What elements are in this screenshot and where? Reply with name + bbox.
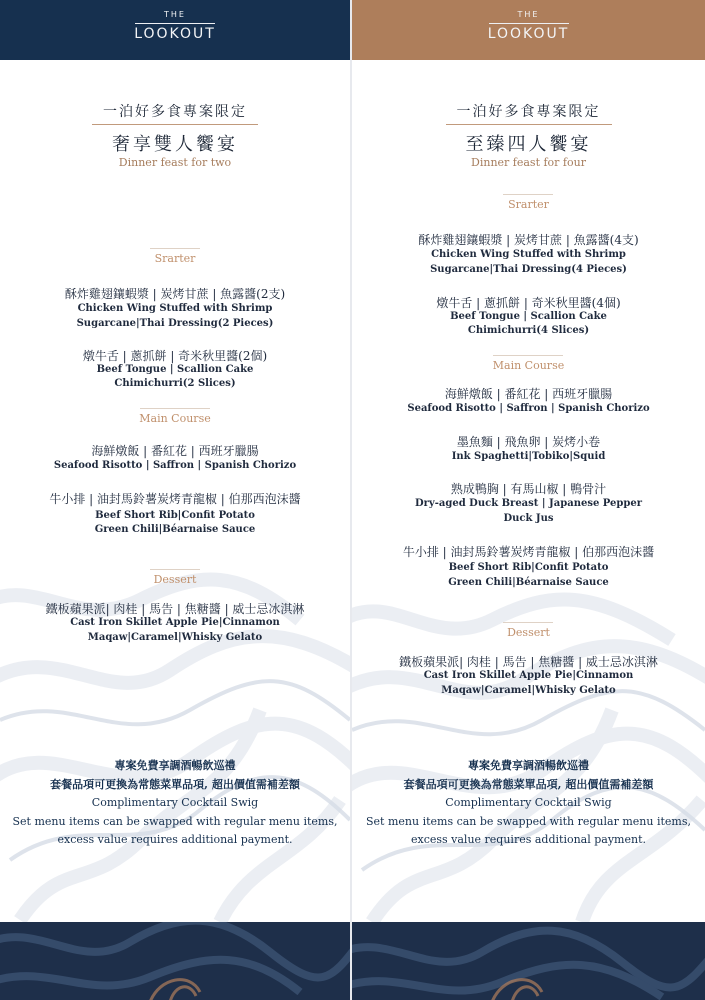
promo-subtitle: 一泊好多食專案限定 <box>103 104 247 120</box>
brand-header <box>0 0 350 60</box>
menu-title-en: Dinner feast for two <box>118 156 232 169</box>
section-main-course: Main Course <box>139 412 211 425</box>
dish-name-en: Maqaw|Caramel|Whisky Gelato <box>441 685 616 696</box>
dish-name-zh: 熟成鴨胸 | 有馬山椒 | 鴨骨汁 <box>450 482 607 496</box>
dish-name-en: Chicken Wing Stuffed with Shrimp <box>77 303 273 314</box>
dish-name-zh: 燉牛舌 | 蔥抓餅 | 奇米秋里醬(4個) <box>436 296 621 310</box>
promo-note-en: Complimentary Cocktail Swig <box>91 796 259 809</box>
section-divider <box>503 622 553 623</box>
brand-divider <box>489 23 569 24</box>
menu-panel-two <box>0 0 350 1000</box>
dish-name-zh: 鐵板蘋果派| 肉桂 | 馬告 | 焦糖醬 | 威士忌冰淇淋 <box>399 655 658 669</box>
promo-note-en: excess value requires additional payment. <box>57 833 293 846</box>
promo-note-zh: 專案免費享調酒暢飲巡禮 <box>468 759 589 772</box>
title-divider <box>446 124 612 125</box>
brand-prefix: THE <box>164 10 186 19</box>
dish-name-zh: 燉牛舌 | 蔥抓餅 | 奇米秋里醬(2個) <box>82 349 268 363</box>
brand-header <box>352 0 705 60</box>
brand-prefix: THE <box>517 10 540 19</box>
section-divider <box>140 408 210 409</box>
dish-name-en: Beef Tongue | Scallion Cake <box>96 364 254 375</box>
dish-name-en: Cast Iron Skillet Apple Pie|Cinnamon <box>423 670 634 681</box>
dish-name-en: Chimichurri(2 Slices) <box>114 378 236 389</box>
dish-name-zh: 海鮮燉飯 | 番紅花 | 西班牙臘腸 <box>444 387 613 401</box>
menu-title-en: Dinner feast for four <box>471 156 586 169</box>
brand-divider <box>135 23 215 24</box>
dish-name-zh: 酥炸雞翅鑲蝦漿 | 炭烤甘蔗 | 魚露醬(4支) <box>418 233 639 247</box>
menu-panel-four <box>352 0 705 1000</box>
section-divider <box>150 569 200 570</box>
dish-name-en: Maqaw|Caramel|Whisky Gelato <box>87 632 263 643</box>
dish-name-en: Ink Spaghetti|Tobiko|Squid <box>451 451 606 462</box>
promo-note-en: Set menu items can be swapped with regular menu items, <box>366 815 691 828</box>
section-divider <box>150 248 200 249</box>
section-starter: Srarter <box>508 198 549 211</box>
dish-name-zh: 海鮮燉飯 | 番紅花 | 西班牙臘腸 <box>91 444 259 458</box>
footer-marble-pattern <box>352 922 705 1000</box>
promo-note-en: excess value requires additional payment. <box>410 833 646 846</box>
promo-subtitle: 一泊好多食專案限定 <box>456 104 601 120</box>
promo-note-zh: 套餐品項可更換為常態菜單品項, 超出價值需補差額 <box>403 778 654 791</box>
dish-name-zh: 鐵板蘋果派| 肉桂 | 馬告 | 焦糖醬 | 威士忌冰淇淋 <box>45 602 305 616</box>
dish-name-en: Beef Short Rib|Confit Potato <box>95 510 255 521</box>
brand-logo: LOOKOUT <box>134 26 216 42</box>
section-divider <box>493 355 563 356</box>
promo-note-en: Set menu items can be swapped with regular menu items, <box>12 815 338 828</box>
section-dessert: Dessert <box>507 626 550 639</box>
dish-name-en: Chicken Wing Stuffed with Shrimp <box>431 249 626 260</box>
dish-name-zh: 墨魚麵 | 飛魚卵 | 炭烤小卷 <box>456 435 601 449</box>
footer-band <box>352 922 705 1000</box>
dish-name-en: Sugarcane|Thai Dressing(4 Pieces) <box>430 264 627 275</box>
dish-name-en: Beef Tongue | Scallion Cake <box>450 311 607 322</box>
dish-name-en: Dry-aged Duck Breast | Japanese Pepper <box>414 498 643 509</box>
section-divider <box>503 194 553 195</box>
dish-name-en: Beef Short Rib|Confit Potato <box>448 562 609 573</box>
dish-name-en: Green Chili|Béarnaise Sauce <box>448 577 609 588</box>
promo-note-en: Complimentary Cocktail Swig <box>445 796 612 809</box>
title-divider <box>92 124 258 125</box>
brand-logo: LOOKOUT <box>487 26 570 42</box>
section-dessert: Dessert <box>153 573 197 586</box>
dish-name-en: Cast Iron Skillet Apple Pie|Cinnamon <box>70 617 280 628</box>
dish-name-en: Seafood Risotto | Saffron | Spanish Chorizo <box>53 460 297 471</box>
promo-note-zh: 套餐品項可更換為常態菜單品項, 超出價值需補差額 <box>50 778 300 791</box>
dish-name-zh: 牛小排 | 油封馬鈴薯炭烤青龍椒 | 伯那西泡沫醬 <box>49 492 301 506</box>
dish-name-en: Seafood Risotto | Saffron | Spanish Chorizo <box>407 403 650 414</box>
footer-band <box>0 922 350 1000</box>
footer-marble-pattern <box>0 922 350 1000</box>
section-starter: Srarter <box>154 252 196 265</box>
marble-pattern <box>352 560 705 922</box>
menu-title: 至臻四人饗宴 <box>465 134 592 155</box>
dish-name-zh: 牛小排 | 油封馬鈴薯炭烤青龍椒 | 伯那西泡沫醬 <box>402 545 655 559</box>
dish-name-en: Chimichurri(4 Slices) <box>467 325 590 336</box>
dish-name-en: Duck Jus <box>503 513 554 524</box>
section-main-course: Main Course <box>492 359 565 372</box>
promo-note-zh: 專案免費享調酒暢飲巡禮 <box>114 759 236 772</box>
dish-name-zh: 酥炸雞翅鑲蝦漿 | 炭烤甘蔗 | 魚露醬(2支) <box>64 287 286 301</box>
menu-title: 奢享雙人饗宴 <box>112 134 238 155</box>
dish-name-en: Sugarcane|Thai Dressing(2 Pieces) <box>76 318 274 329</box>
dish-name-en: Green Chili|Béarnaise Sauce <box>94 524 256 535</box>
